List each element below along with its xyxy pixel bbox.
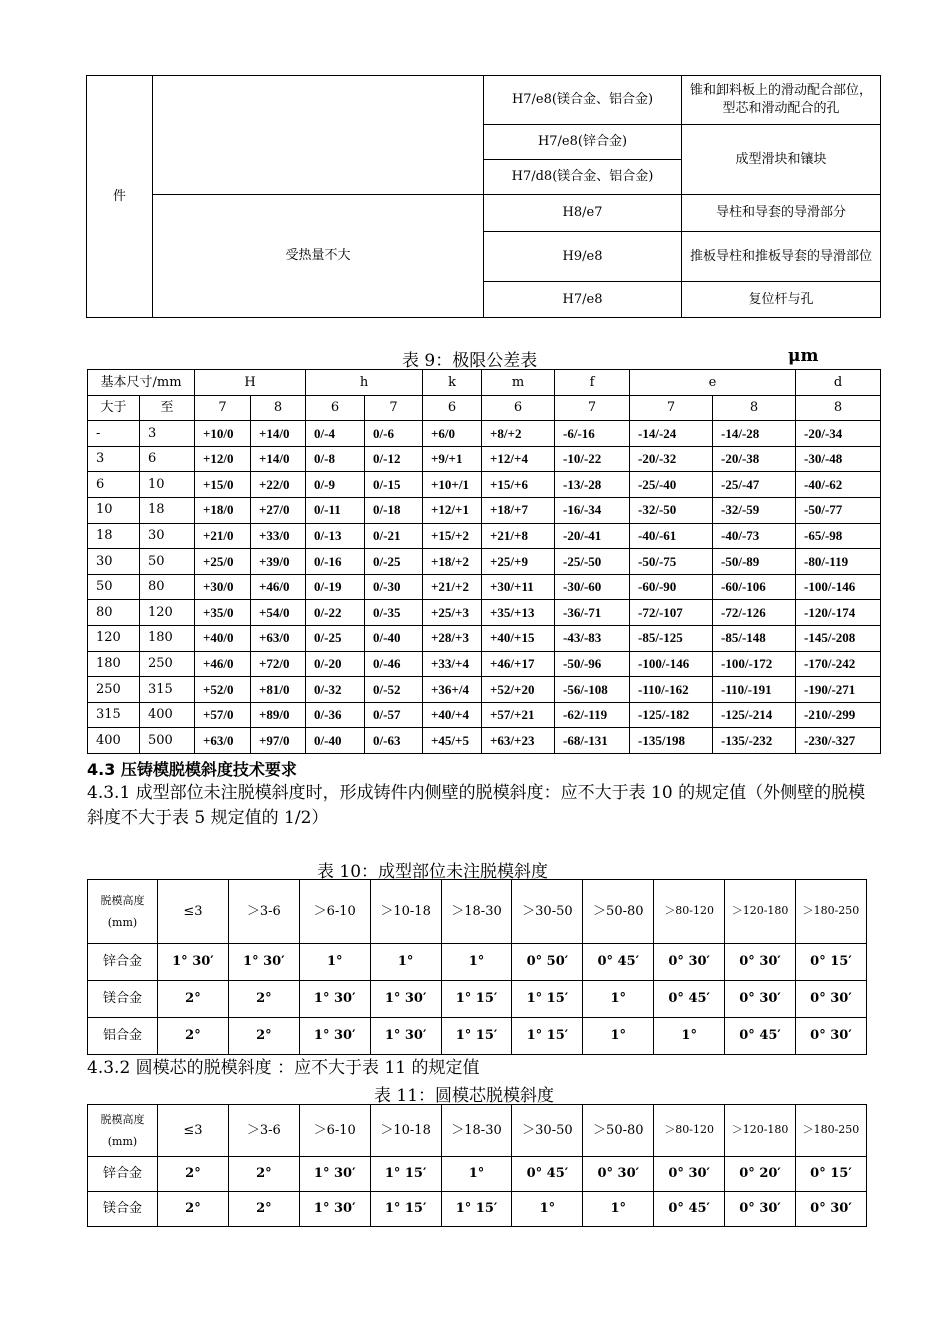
t9-cell: 500 (140, 728, 195, 754)
table-row (88, 523, 881, 549)
t9-subheader-cell: 大于 (88, 395, 140, 421)
table10-angle-cell: 0° 30′ (725, 981, 796, 1018)
t9-cell: -125/-182 (630, 702, 713, 728)
t9-cell: +6/0 (423, 421, 482, 447)
fit-table-fit: H7/e8(镁合金、铝合金) (484, 76, 682, 125)
table-row (88, 651, 881, 677)
t9-cell: +10/0 (195, 421, 251, 447)
t9-cell: -40/-62 (796, 472, 881, 498)
draft-angle-table-10 (87, 879, 867, 1055)
table10-height-header: ＞18-30 (441, 880, 512, 944)
table10-height-header: ＞50-80 (583, 880, 654, 944)
fit-table-part-label: 件 (87, 76, 153, 318)
t9-cell: -25/-50 (555, 549, 630, 575)
table-row (88, 472, 881, 498)
t9-cell: 0/-22 (306, 600, 365, 626)
t9-cell: +30/0 (195, 574, 251, 600)
table11-angle-cell: 1° 15′ (370, 1157, 441, 1192)
table10-angle-cell: 0° 30′ (796, 1018, 867, 1055)
t9-subheader-cell: 7 (365, 395, 423, 421)
table10-angle-cell: 0° 15′ (796, 944, 867, 981)
table11-angle-cell: 2° (228, 1192, 299, 1227)
t9-cell: 0/-13 (306, 523, 365, 549)
table-row (88, 600, 881, 626)
t9-subheader-cell: 8 (796, 395, 881, 421)
table10-angle-cell: 1° (441, 944, 512, 981)
t9-subheader-cell: 6 (423, 395, 482, 421)
fit-table-use: 成型滑块和镶块 (682, 125, 881, 195)
t9-cell: 0/-16 (306, 549, 365, 575)
table10-angle-cell: 1° 30′ (370, 1018, 441, 1055)
t9-header-m: m (482, 370, 555, 396)
t9-cell: 0/-11 (306, 497, 365, 523)
t9-cell: 0/-21 (365, 523, 423, 549)
table11-angle-cell: 1° 30′ (299, 1192, 370, 1227)
t9-cell: -62/-119 (555, 702, 630, 728)
t9-cell: 6 (140, 446, 195, 472)
t9-cell: -30/-48 (796, 446, 881, 472)
table11-angle-cell: 1° 30′ (299, 1157, 370, 1192)
t9-cell: +46/0 (195, 651, 251, 677)
t9-cell: 250 (88, 677, 140, 703)
para-4-3-2: 4.3.2 圆模芯的脱模斜度 ：应不大于表 11 的规定值 (87, 1058, 480, 1078)
table10-height-header: ＞3-6 (228, 880, 299, 944)
t9-subheader-cell: 7 (555, 395, 630, 421)
fit-table-group-label: 受热量不大 (153, 195, 484, 318)
t9-cell: -20/-38 (713, 446, 796, 472)
t9-cell: -50/-77 (796, 497, 881, 523)
table11-angle-cell: 0° 45′ (512, 1157, 583, 1192)
table11-angle-cell: 2° (228, 1157, 299, 1192)
t9-cell: 400 (140, 702, 195, 728)
table10-height-header: ＞6-10 (299, 880, 370, 944)
t9-header-k: k (423, 370, 482, 396)
t9-cell: 0/-46 (365, 651, 423, 677)
t9-cell: -32/-50 (630, 497, 713, 523)
t9-cell: 0/-35 (365, 600, 423, 626)
t9-cell: +8/+2 (482, 421, 555, 447)
table10-angle-cell: 1° 15′ (441, 1018, 512, 1055)
table11-height-header: ＞50-80 (583, 1105, 654, 1157)
t9-cell: +57/0 (195, 702, 251, 728)
t9-cell: -85/-148 (713, 625, 796, 651)
table11-angle-cell: 1° 15′ (370, 1192, 441, 1227)
table-row (88, 1192, 867, 1227)
table10-angle-cell: 1° (583, 981, 654, 1018)
fit-table-use: 推板导柱和推板导套的导滑部位 (682, 232, 881, 282)
t9-cell: +40/+15 (482, 625, 555, 651)
table11-angle-cell: 0° 30′ (583, 1157, 654, 1192)
t9-header-e: e (630, 370, 796, 396)
t9-cell: +14/0 (251, 446, 306, 472)
t9-cell: 0/-25 (365, 549, 423, 575)
t9-cell: 0/-6 (365, 421, 423, 447)
t9-cell: 120 (140, 600, 195, 626)
table10-angle-cell: 0° 45′ (654, 981, 725, 1018)
fit-table-fit: H8/e7 (484, 195, 682, 232)
t9-cell: +15/0 (195, 472, 251, 498)
t9-cell: +35/0 (195, 600, 251, 626)
fit-table (86, 75, 881, 318)
table10-angle-cell: 1° 30′ (299, 981, 370, 1018)
table-row (88, 702, 881, 728)
t9-cell: +12/+1 (423, 497, 482, 523)
t9-cell: 0/-40 (365, 625, 423, 651)
t9-cell: 180 (88, 651, 140, 677)
table11-angle-cell: 0° 15′ (796, 1157, 867, 1192)
table10-angle-cell: 0° 30′ (725, 944, 796, 981)
t9-cell: 315 (140, 677, 195, 703)
table11-height-header: ＞3-6 (228, 1105, 299, 1157)
t9-cell: -120/-174 (796, 600, 881, 626)
t9-header-size: 基本尺寸/mm (88, 370, 195, 396)
t9-cell: 250 (140, 651, 195, 677)
t9-cell: 0/-12 (365, 446, 423, 472)
t9-cell: +18/+2 (423, 549, 482, 575)
draft-angle-table-11 (87, 1104, 867, 1227)
table9-caption: 表 9：极限公差表 (402, 351, 538, 371)
t9-cell: +33/+4 (423, 651, 482, 677)
t9-cell: -25/-47 (713, 472, 796, 498)
t9-subheader-row (88, 395, 881, 421)
t9-cell: -14/-24 (630, 421, 713, 447)
t9-cell: +33/0 (251, 523, 306, 549)
t9-cell: -110/-162 (630, 677, 713, 703)
t9-cell: +12/+4 (482, 446, 555, 472)
table11-height-header: ＞80-120 (654, 1105, 725, 1157)
t9-cell: -100/-146 (630, 651, 713, 677)
t9-cell: +45/+5 (423, 728, 482, 754)
table10-angle-cell: 1° (654, 1018, 725, 1055)
t9-cell: -50/-89 (713, 549, 796, 575)
table11-alloy-name: 镁合金 (88, 1192, 158, 1227)
t9-cell: 315 (88, 702, 140, 728)
t9-cell: +30/+11 (482, 574, 555, 600)
t9-cell: -50/-75 (630, 549, 713, 575)
t9-cell: -30/-60 (555, 574, 630, 600)
fit-table-fit: H9/e8 (484, 232, 682, 282)
table10-angle-cell: 2° (158, 981, 229, 1018)
t9-cell: -190/-271 (796, 677, 881, 703)
t9-cell: -85/-125 (630, 625, 713, 651)
table-row (88, 421, 881, 447)
table11-height-header: ＞120-180 (725, 1105, 796, 1157)
t9-cell: +39/0 (251, 549, 306, 575)
fit-table-use: 导柱和导套的导滑部分 (682, 195, 881, 232)
t9-cell: -56/-108 (555, 677, 630, 703)
table10-angle-cell: 1° (583, 1018, 654, 1055)
fit-table-group-empty (153, 76, 484, 195)
table11-angle-cell: 0° 20′ (725, 1157, 796, 1192)
t9-cell: +18/0 (195, 497, 251, 523)
t9-cell: -72/-107 (630, 600, 713, 626)
table10-angle-cell: 1° 30′ (158, 944, 229, 981)
t9-cell: +57/+21 (482, 702, 555, 728)
t9-cell: -60/-90 (630, 574, 713, 600)
t9-cell: 0/-36 (306, 702, 365, 728)
table-row (88, 1157, 867, 1192)
table10-angle-cell: 1° 15′ (512, 981, 583, 1018)
t9-cell: +35/+13 (482, 600, 555, 626)
table10-angle-cell: 1° 15′ (441, 981, 512, 1018)
t9-cell: -50/-96 (555, 651, 630, 677)
t9-cell: +28/+3 (423, 625, 482, 651)
table-row (88, 1018, 867, 1055)
t9-cell: 0/-18 (365, 497, 423, 523)
para-4-3-1: 4.3.1 成型部位未注脱模斜度时，形成铸件内侧壁的脱模斜度：应不大于表 10 的规定值（外侧壁的脱模斜度不大于表 5 规定值的 1/2） (87, 783, 866, 828)
t9-cell: 0/-20 (306, 651, 365, 677)
t9-cell: 3 (140, 421, 195, 447)
t9-cell: -14/-28 (713, 421, 796, 447)
fit-table-use: 复位杆与孔 (682, 282, 881, 318)
table10-angle-cell: 1° 30′ (299, 1018, 370, 1055)
t9-subheader-cell: 7 (630, 395, 713, 421)
t9-cell: -20/-41 (555, 523, 630, 549)
table10-angle-cell: 1° 30′ (370, 981, 441, 1018)
t9-cell: -230/-327 (796, 728, 881, 754)
table11-angle-cell: 1° 15′ (441, 1192, 512, 1227)
t9-cell: 400 (88, 728, 140, 754)
t9-header-f: f (555, 370, 630, 396)
t9-cell: 0/-9 (306, 472, 365, 498)
table11-angle-cell: 2° (158, 1157, 229, 1192)
t9-cell: +89/0 (251, 702, 306, 728)
t9-subheader-cell: 8 (251, 395, 306, 421)
table10-angle-cell: 1° 15′ (512, 1018, 583, 1055)
t9-cell: 30 (88, 549, 140, 575)
t9-header-d: d (796, 370, 881, 396)
t9-cell: 10 (88, 497, 140, 523)
t9-cell: -43/-83 (555, 625, 630, 651)
t9-cell: 80 (88, 600, 140, 626)
table-row (88, 728, 881, 754)
t9-cell: +21/0 (195, 523, 251, 549)
t9-header-h: h (306, 370, 423, 396)
t9-cell: 0/-57 (365, 702, 423, 728)
t9-cell: -36/-71 (555, 600, 630, 626)
table10-alloy-name: 镁合金 (88, 981, 158, 1018)
table11-angle-cell: 0° 30′ (796, 1192, 867, 1227)
t9-cell: 18 (140, 497, 195, 523)
t9-cell: +81/0 (251, 677, 306, 703)
fit-table-fit: H7/e8 (484, 282, 682, 318)
t9-cell: +72/0 (251, 651, 306, 677)
t9-subheader-cell: 7 (195, 395, 251, 421)
table-row (88, 677, 881, 703)
t9-cell: +63/0 (251, 625, 306, 651)
table-row (88, 981, 867, 1018)
table10-angle-cell: 0° 30′ (796, 981, 867, 1018)
table11-height-header: ＞30-50 (512, 1105, 583, 1157)
table10-angle-cell: 2° (228, 1018, 299, 1055)
table10-alloy-name: 铝合金 (88, 1018, 158, 1055)
t9-cell: -210/-299 (796, 702, 881, 728)
table11-height-header: ＞18-30 (441, 1105, 512, 1157)
t9-cell: -68/-131 (555, 728, 630, 754)
t9-cell: +27/0 (251, 497, 306, 523)
t9-cell: 0/-19 (306, 574, 365, 600)
t9-cell: -135/198 (630, 728, 713, 754)
table11-alloy-name: 锌合金 (88, 1157, 158, 1192)
table10-angle-cell: 0° 50′ (512, 944, 583, 981)
table10-caption: 表 10：成型部位未注脱模斜度 (317, 862, 549, 882)
table11-angle-cell: 2° (158, 1192, 229, 1227)
t11-height-label: 脱模高度 (mm) (88, 1105, 158, 1157)
t9-cell: -170/-242 (796, 651, 881, 677)
table10-height-header: ＞120-180 (725, 880, 796, 944)
table10-height-header: ≤3 (158, 880, 229, 944)
table11-angle-cell: 0° 30′ (654, 1157, 725, 1192)
table11-angle-cell: 0° 30′ (725, 1192, 796, 1227)
t9-cell: 18 (88, 523, 140, 549)
table10-angle-cell: 0° 30′ (654, 944, 725, 981)
t10-height-label: 脱模高度 (mm) (88, 880, 158, 944)
table11-height-header: ＞10-18 (370, 1105, 441, 1157)
t9-cell: 3 (88, 446, 140, 472)
t9-subheader-cell: 6 (482, 395, 555, 421)
t9-cell: +15/+6 (482, 472, 555, 498)
t9-cell: 0/-32 (306, 677, 365, 703)
t9-cell: -10/-22 (555, 446, 630, 472)
t9-cell: -125/-214 (713, 702, 796, 728)
t9-cell: -20/-32 (630, 446, 713, 472)
t9-cell: +15/+2 (423, 523, 482, 549)
table11-angle-cell: 1° (512, 1192, 583, 1227)
t9-cell: -25/-40 (630, 472, 713, 498)
t9-cell: - (88, 421, 140, 447)
t9-cell: +9/+1 (423, 446, 482, 472)
table11-height-header: ≤3 (158, 1105, 229, 1157)
fit-table-fit: H7/d8(镁合金、铝合金) (484, 160, 682, 195)
t9-cell: +22/0 (251, 472, 306, 498)
table10-height-header: ＞180-250 (796, 880, 867, 944)
table11-angle-cell: 0° 45′ (654, 1192, 725, 1227)
t9-subheader-cell: 至 (140, 395, 195, 421)
t9-cell: +63/+23 (482, 728, 555, 754)
t9-cell: +10+/1 (423, 472, 482, 498)
table-row (88, 625, 881, 651)
t9-cell: 0/-63 (365, 728, 423, 754)
fit-table-use: 锥和卸料板上的滑动配合部位，型芯和滑动配合的孔 (682, 76, 881, 125)
table10-angle-cell: 0° 45′ (583, 944, 654, 981)
table10-height-header: ＞30-50 (512, 880, 583, 944)
t9-cell: 0/-4 (306, 421, 365, 447)
t9-cell: 0/-25 (306, 625, 365, 651)
t9-cell: +54/0 (251, 600, 306, 626)
t9-subheader-cell: 8 (713, 395, 796, 421)
t9-cell: -65/-98 (796, 523, 881, 549)
t9-cell: +52/+20 (482, 677, 555, 703)
t9-cell: +40/0 (195, 625, 251, 651)
t9-cell: -135/-232 (713, 728, 796, 754)
table10-angle-cell: 2° (158, 1018, 229, 1055)
t9-subheader-cell: 6 (306, 395, 365, 421)
table10-height-header: ＞80-120 (654, 880, 725, 944)
t9-cell: -100/-172 (713, 651, 796, 677)
t9-cell: -13/-28 (555, 472, 630, 498)
t9-cell: -40/-73 (713, 523, 796, 549)
table-row (88, 549, 881, 575)
table11-angle-cell: 1° (583, 1192, 654, 1227)
table10-angle-cell: 1° (299, 944, 370, 981)
table10-angle-cell: 0° 45′ (725, 1018, 796, 1055)
table10-angle-cell: 1° (370, 944, 441, 981)
fit-table-fit: H7/e8(锌合金) (484, 125, 682, 160)
t9-cell: +52/0 (195, 677, 251, 703)
t9-cell: 30 (140, 523, 195, 549)
t9-cell: -80/-119 (796, 549, 881, 575)
t9-cell: +25/0 (195, 549, 251, 575)
t9-cell: +36+/4 (423, 677, 482, 703)
t9-cell: 180 (140, 625, 195, 651)
table11-height-header: ＞6-10 (299, 1105, 370, 1157)
table-row (88, 446, 881, 472)
t9-cell: -60/-106 (713, 574, 796, 600)
t9-cell: +25/+3 (423, 600, 482, 626)
t9-cell: +18/+7 (482, 497, 555, 523)
t9-cell: 0/-8 (306, 446, 365, 472)
tolerance-table (87, 369, 881, 754)
t9-cell: +40/+4 (423, 702, 482, 728)
t9-cell: 10 (140, 472, 195, 498)
table10-height-header: ＞10-18 (370, 880, 441, 944)
t9-cell: +46/+17 (482, 651, 555, 677)
table-row (88, 944, 867, 981)
t9-cell: +12/0 (195, 446, 251, 472)
t9-cell: -32/-59 (713, 497, 796, 523)
t9-cell: 0/-30 (365, 574, 423, 600)
t9-cell: +97/0 (251, 728, 306, 754)
table-row (88, 497, 881, 523)
t9-cell: 0/-52 (365, 677, 423, 703)
t9-cell: -6/-16 (555, 421, 630, 447)
table9-unit: μm (788, 346, 819, 366)
table11-caption: 表 11：圆模芯脱模斜度 (374, 1086, 555, 1106)
table10-angle-cell: 1° 30′ (228, 944, 299, 981)
table10-alloy-name: 锌合金 (88, 944, 158, 981)
t9-cell: 0/-40 (306, 728, 365, 754)
t9-cell: -100/-146 (796, 574, 881, 600)
table11-angle-cell: 1° (441, 1157, 512, 1192)
t9-cell: +21/+8 (482, 523, 555, 549)
t9-cell: +46/0 (251, 574, 306, 600)
table11-height-header: ＞180-250 (796, 1105, 867, 1157)
t9-cell: 0/-15 (365, 472, 423, 498)
t9-cell: +14/0 (251, 421, 306, 447)
table10-angle-cell: 2° (228, 981, 299, 1018)
t9-cell: +25/+9 (482, 549, 555, 575)
t9-cell: -20/-34 (796, 421, 881, 447)
t9-cell: 6 (88, 472, 140, 498)
t9-cell: 80 (140, 574, 195, 600)
t9-cell: +21/+2 (423, 574, 482, 600)
table-row (88, 574, 881, 600)
t9-cell: -110/-191 (713, 677, 796, 703)
t9-cell: 120 (88, 625, 140, 651)
t9-cell: -72/-126 (713, 600, 796, 626)
section-heading: 4.3 压铸模脱模斜度技术要求 (87, 760, 297, 779)
t9-cell: -145/-208 (796, 625, 881, 651)
t9-cell: 50 (140, 549, 195, 575)
t9-cell: -40/-61 (630, 523, 713, 549)
t9-header-H: H (195, 370, 306, 396)
t9-cell: +63/0 (195, 728, 251, 754)
t9-cell: -16/-34 (555, 497, 630, 523)
t9-cell: 50 (88, 574, 140, 600)
